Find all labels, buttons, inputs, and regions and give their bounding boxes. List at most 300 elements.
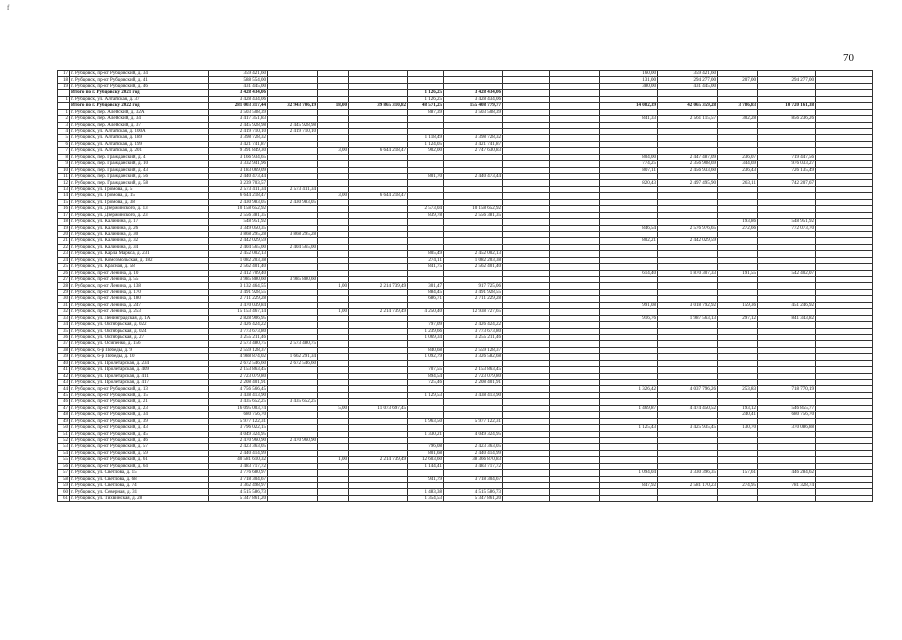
value-cell: 2 153 863,45 bbox=[209, 367, 268, 373]
value-cell: 5 977 122,31 bbox=[444, 418, 503, 424]
address-cell: г. Рубцовск, ул. Дзержинского, д. 13 bbox=[70, 206, 209, 212]
value-cell: 820,43 bbox=[600, 180, 658, 186]
value-cell: 301,47 bbox=[408, 283, 444, 289]
address-cell: Итого по г. Рубцовску 2022 год bbox=[70, 103, 209, 109]
address-cell: г. Рубцовск, пр-кт Ленина, д. 247 bbox=[70, 302, 209, 308]
value-cell: 991,08 bbox=[600, 302, 658, 308]
row-number-cell: 17 bbox=[58, 212, 70, 218]
value-cell: 380,00 bbox=[600, 83, 658, 89]
value-cell: 2 559 128,37 bbox=[209, 347, 268, 353]
value-cell: 431 445,00 bbox=[658, 83, 718, 89]
row-number-cell: 10 bbox=[58, 167, 70, 173]
value-cell: 807,11 bbox=[600, 167, 658, 173]
address-cell: г. Рубцовск, б-р Победы, д. 10 bbox=[70, 354, 209, 360]
value-cell: 344,69 bbox=[718, 161, 758, 167]
value-cell: 726 135,49 bbox=[758, 167, 816, 173]
row-number-cell: 19 bbox=[58, 83, 70, 89]
address-cell: г. Рубцовск, пр-кт Ленина, д. 170 bbox=[70, 289, 209, 295]
row-number-cell: 14 bbox=[58, 193, 70, 199]
address-cell: г. Рубцовск, ул. Дзержинского, д. 23 bbox=[70, 212, 209, 218]
value-cell: 774,25 bbox=[600, 161, 658, 167]
value-cell: 2 470 960,90 bbox=[268, 437, 318, 443]
value-cell: 2 430 983,05 bbox=[268, 199, 318, 205]
value-cell: 2 426 424,22 bbox=[209, 322, 268, 328]
value-cell bbox=[349, 495, 408, 501]
row-number-cell: 45 bbox=[58, 392, 70, 398]
address-cell: г. Рубцовск, ул. Калинина, д. 32 bbox=[70, 238, 209, 244]
row-number-cell: 22 bbox=[58, 244, 70, 250]
value-cell: 846,54 bbox=[600, 225, 658, 231]
value-cell: 1 082 203,38 bbox=[209, 257, 268, 263]
value-cell: 2 562 401,40 bbox=[209, 264, 268, 270]
value-cell: 10 158 652,92 bbox=[209, 206, 268, 212]
value-cell: 3 421 741,87 bbox=[444, 141, 503, 147]
value-cell: 1,00 bbox=[318, 283, 349, 289]
row-number-cell: 59 bbox=[58, 483, 70, 489]
address-cell: г. Рубцовск, пр-кт Рубцовский, д. 15 bbox=[70, 392, 209, 398]
value-cell: 1,00 bbox=[318, 309, 349, 315]
value-cell: 1 483,38 bbox=[408, 489, 444, 495]
address-cell: г. Рубцовск, ул. Северная, д. 31 bbox=[70, 489, 209, 495]
value-cell: 2 470 960,90 bbox=[209, 437, 268, 443]
value-cell: 3 483 717,72 bbox=[444, 463, 503, 469]
address-cell: г. Рубцовск, пр-кт Рубцовский, д. 13 bbox=[70, 386, 209, 392]
address-cell: г. Рубцовск, пер. Алейский, д. 37 bbox=[70, 122, 209, 128]
value-cell: 2 672 546,60 bbox=[209, 360, 268, 366]
row-number-cell: 56 bbox=[58, 463, 70, 469]
value-cell: 2 419 710,10 bbox=[268, 128, 318, 134]
row-number-cell: 9 bbox=[58, 161, 70, 167]
address-cell: г. Рубцовск, ул. Светлова, д. 15 bbox=[70, 470, 209, 476]
address-cell: г. Рубцовск, б-р Победы, д. 9 bbox=[70, 347, 209, 353]
value-cell: 2 419 710,10 bbox=[209, 128, 268, 134]
value-cell: 2 208 401,91 bbox=[444, 380, 503, 386]
row-number-cell: 6 bbox=[58, 141, 70, 147]
row-number-cell: 25 bbox=[58, 264, 70, 270]
value-cell: 1 069,34 bbox=[408, 334, 444, 340]
address-cell: г. Рубцовск, ул. Красная, д. 58 bbox=[70, 264, 209, 270]
value-cell: 3 428 434,06 bbox=[209, 96, 268, 102]
row-number-cell: 23 bbox=[58, 251, 70, 257]
value-cell: 546 855,77 bbox=[758, 405, 816, 411]
value-cell: 240,41 bbox=[718, 412, 758, 418]
value-cell: 3 018 792,92 bbox=[658, 302, 718, 308]
row-number-cell: 16 bbox=[58, 206, 70, 212]
value-cell: 207,00 bbox=[718, 77, 758, 83]
value-cell: 3 349 050,35 bbox=[209, 225, 268, 231]
address-cell: г. Рубцовск, пер. Гражданский, д. 58 bbox=[70, 180, 209, 186]
value-cell: 2 442 029,59 bbox=[658, 238, 718, 244]
value-cell: 3 491 928,55 bbox=[444, 289, 503, 295]
value-cell: 542 402,07 bbox=[758, 270, 816, 276]
value-cell: 2 412 709,40 bbox=[209, 270, 268, 276]
value-cell: 2 430 983,05 bbox=[209, 199, 268, 205]
value-cell: 840,68 bbox=[408, 347, 444, 353]
value-cell: 42 065 359,28 bbox=[658, 103, 718, 109]
value-cell: 1,00 bbox=[318, 457, 349, 463]
value-cell: 3 166 934,65 bbox=[209, 154, 268, 160]
value-cell: 2 404 565,00 bbox=[268, 244, 318, 250]
row-number-cell: 38 bbox=[58, 347, 70, 353]
value-cell: 805,49 bbox=[408, 251, 444, 257]
address-cell: г. Рубцовск, пр-кт Рубцовский, д. 39 bbox=[70, 418, 209, 424]
value-cell: 2 747 630,83 bbox=[444, 148, 503, 154]
value-cell: 3 503 508,39 bbox=[209, 109, 268, 115]
address-cell: г. Рубцовск, ул. Громова, д. 38 bbox=[70, 199, 209, 205]
value-cell: 3 718 304,67 bbox=[209, 476, 268, 482]
row-number-cell: 11 bbox=[58, 174, 70, 180]
value-cell: 281 003 317,44 bbox=[209, 103, 268, 109]
value-cell: 294 277,00 bbox=[758, 77, 816, 83]
value-cell: 4 049 324,95 bbox=[444, 431, 503, 437]
address-cell: г. Рубцовск, ул. Пролетарская, д. 234 bbox=[70, 360, 209, 366]
value-cell: 297,12 bbox=[718, 315, 758, 321]
value-cell: 193,12 bbox=[718, 405, 758, 411]
address-cell: г. Рубцовск, ул. Карла Маркса, д. 231 bbox=[70, 251, 209, 257]
value-cell: 3 421 741,87 bbox=[209, 141, 268, 147]
value-cell: 2 214 739,49 bbox=[349, 457, 408, 463]
address-cell: г. Рубцовск, пр-кт Рубцовский, д. 61 bbox=[70, 457, 209, 463]
value-cell: 193,86 bbox=[718, 219, 758, 225]
row-number-cell: 60 bbox=[58, 489, 70, 495]
value-cell: 160,00 bbox=[600, 71, 658, 77]
row-number-cell: 41 bbox=[58, 367, 70, 373]
value-cell: 2 214 739,49 bbox=[349, 309, 408, 315]
value-cell: 40 581 610,32 bbox=[209, 457, 268, 463]
row-number-cell: 42 bbox=[58, 373, 70, 379]
address-cell: г. Рубцовск, пр-кт Рубцовский, д. 64 bbox=[70, 463, 209, 469]
row-number-cell: 55 bbox=[58, 457, 70, 463]
value-cell: 614,40 bbox=[600, 270, 658, 276]
value-cell: 3 786,83 bbox=[718, 103, 758, 109]
value-cell: 2 214 739,49 bbox=[349, 283, 408, 289]
value-cell: 2 404 565,00 bbox=[209, 244, 268, 250]
address-cell: г. Рубцовск, пр-кт Ленина, д. 180 bbox=[70, 296, 209, 302]
row-number-cell: 51 bbox=[58, 431, 70, 437]
value-cell: 884,45 bbox=[408, 289, 444, 295]
address-cell: г. Рубцовск, ул. Алтайская, д. 199 bbox=[70, 141, 209, 147]
value-cell: 887,39 bbox=[408, 109, 444, 115]
address-cell: г. Рубцовск, ул. Тихвинская, д. 28 bbox=[70, 495, 209, 501]
value-cell: 3 435 652,25 bbox=[209, 399, 268, 405]
value-cell: 451 246,92 bbox=[758, 302, 816, 308]
row-number-cell: 31 bbox=[58, 302, 70, 308]
value-cell: 294 277,00 bbox=[658, 77, 718, 83]
value-cell: 2 456 933,60 bbox=[658, 167, 718, 173]
value-cell: 3 428 434,06 bbox=[444, 96, 503, 102]
value-cell: 12 603,60 bbox=[408, 457, 444, 463]
value-cell: 253,83 bbox=[718, 386, 758, 392]
value-cell: 801,70 bbox=[408, 174, 444, 180]
row-number-cell: 1 bbox=[58, 109, 70, 115]
address-cell: г. Рубцовск, ул. Калинина, д. 30 bbox=[70, 231, 209, 237]
address-cell: г. Рубцовск, пер. Гражданский, д. 43 bbox=[70, 167, 209, 173]
address-cell: г. Рубцовск, пер. Гражданский, д. 10 bbox=[70, 161, 209, 167]
value-cell: 370 086,88 bbox=[758, 425, 816, 431]
value-cell: 3 985 880,60 bbox=[268, 277, 318, 283]
value-cell: 4 756 566,45 bbox=[209, 386, 268, 392]
value-cell: 2 723 079,80 bbox=[209, 373, 268, 379]
value-cell: 5,00 bbox=[318, 405, 349, 411]
value-cell: 2 356 908,69 bbox=[658, 161, 718, 167]
row-number-cell: 12 bbox=[58, 180, 70, 186]
value-cell: 5 347 861,20 bbox=[444, 495, 503, 501]
value-cell: 2 447 487,09 bbox=[658, 154, 718, 160]
value-cell: 2 723 079,80 bbox=[444, 373, 503, 379]
value-cell: 588 554,00 bbox=[209, 77, 268, 83]
row-number-cell: 28 bbox=[58, 283, 70, 289]
value-cell: 1 330,21 bbox=[408, 431, 444, 437]
address-cell: г. Рубцовск, пр-кт Рубцовский, д. 23 bbox=[70, 405, 209, 411]
value-cell: 3 435 652,25 bbox=[268, 399, 318, 405]
row-number-cell: 7 bbox=[58, 148, 70, 154]
value-cell: 1 326,42 bbox=[600, 386, 658, 392]
value-cell: 3 438 413,90 bbox=[209, 392, 268, 398]
value-cell: 4 515 586,73 bbox=[444, 489, 503, 495]
value-cell: 3 868 295,28 bbox=[209, 231, 268, 237]
address-cell: г. Рубцовск, пр-кт Рубцовский, д. 45 bbox=[70, 431, 209, 437]
address-cell: г. Рубцовск, пр-кт Рубцовский, д. 43 bbox=[70, 425, 209, 431]
address-cell: г. Рубцовск, ул. Октябрьская, д. 27 bbox=[70, 334, 209, 340]
value-cell: 719 447,56 bbox=[758, 154, 816, 160]
value-cell: 2 440 414,99 bbox=[209, 450, 268, 456]
row-number-cell: 8 bbox=[58, 154, 70, 160]
value-cell: 2 423 363,05 bbox=[444, 444, 503, 450]
value-cell: 4 037 796,26 bbox=[658, 386, 718, 392]
value-cell: 2 426 424,22 bbox=[444, 322, 503, 328]
address-cell: г. Рубцовск, пр-кт Рубцовский, д. 34 bbox=[70, 412, 209, 418]
value-cell: 2 556 381,35 bbox=[444, 212, 503, 218]
row-number-cell: 39 bbox=[58, 354, 70, 360]
address-cell: г. Рубцовск, ул. Светлова, д. 68 bbox=[70, 476, 209, 482]
value-cell: 2 423 363,05 bbox=[209, 444, 268, 450]
address-cell: г. Рубцовск, пр-кт Рубцовский, д. 59 bbox=[70, 450, 209, 456]
row-number-cell: 18 bbox=[58, 219, 70, 225]
value-cell: 686,71 bbox=[408, 296, 444, 302]
row-number-cell: 33 bbox=[58, 315, 70, 321]
value-cell: 2 561 115,57 bbox=[658, 116, 718, 122]
value-cell: 4 988 874,02 bbox=[209, 354, 268, 360]
value-cell: 1 124,05 bbox=[408, 141, 444, 147]
value-cell: 2 440 473,44 bbox=[209, 174, 268, 180]
value-cell: 2 828 906,95 bbox=[209, 315, 268, 321]
row-number-cell: 18 bbox=[58, 77, 70, 83]
value-cell: 1 870 307,33 bbox=[658, 270, 718, 276]
value-cell: 1 092,79 bbox=[408, 354, 444, 360]
value-cell: 10 720 161,38 bbox=[758, 103, 816, 109]
value-cell: 548 951,92 bbox=[209, 219, 268, 225]
row-number-cell: 47 bbox=[58, 405, 70, 411]
row-number-cell: 40 bbox=[58, 360, 70, 366]
row-number-cell: 52 bbox=[58, 437, 70, 443]
row-number-cell: 43 bbox=[58, 380, 70, 386]
value-cell: 16 095 003,74 bbox=[209, 405, 268, 411]
row-number-cell: 24 bbox=[58, 257, 70, 263]
value-cell: 3 183 069,09 bbox=[209, 167, 268, 173]
value-cell bbox=[503, 495, 550, 501]
value-cell: 272,66 bbox=[718, 225, 758, 231]
address-cell: г. Рубцовск, ул. Громова, д. 15 bbox=[70, 193, 209, 199]
value-cell bbox=[758, 495, 816, 501]
row-number-cell: 35 bbox=[58, 328, 70, 334]
value-cell: 2 452 002,13 bbox=[444, 251, 503, 257]
value-cell: 2 573 480,75 bbox=[268, 341, 318, 347]
value-cell: 5 977 122,31 bbox=[209, 418, 268, 424]
address-cell: Итого по г. Рубцовску 2021 год bbox=[70, 90, 209, 96]
row-number-cell: 61 bbox=[58, 495, 70, 501]
address-cell: г. Рубцовск, ул. Алтайская, д. 189 bbox=[70, 135, 209, 141]
value-cell: 3 503 508,39 bbox=[444, 109, 503, 115]
row-number-cell: 37 bbox=[58, 341, 70, 347]
value-cell: 742 207,67 bbox=[758, 180, 816, 186]
value-cell: 3 776 680,97 bbox=[209, 470, 268, 476]
row-number-cell: 36 bbox=[58, 334, 70, 340]
value-cell: 680 756,70 bbox=[758, 412, 816, 418]
address-cell: г. Рубцовск, ул. Октябрьская, д. 024 bbox=[70, 328, 209, 334]
value-cell: 6 644 218,47 bbox=[349, 148, 408, 154]
value-cell: 6 644 218,47 bbox=[209, 193, 268, 199]
value-cell: 9 391 849,30 bbox=[209, 148, 268, 154]
value-cell: 3 491 928,55 bbox=[209, 289, 268, 295]
value-cell: 3 868 295,28 bbox=[268, 231, 318, 237]
value-cell: 3 425 935,45 bbox=[658, 425, 718, 431]
value-cell: 3 398 728,32 bbox=[209, 135, 268, 141]
value-cell: 39 865 310,82 bbox=[349, 103, 408, 109]
value-cell: 797,09 bbox=[408, 322, 444, 328]
value-cell: 2 440 473,44 bbox=[444, 174, 503, 180]
row-number-cell: 29 bbox=[58, 289, 70, 295]
row-number-cell: 50 bbox=[58, 425, 70, 431]
value-cell: 4 474 450,52 bbox=[658, 405, 718, 411]
address-cell: г. Рубцовск, ул. Осипенко, д. 156 bbox=[70, 341, 209, 347]
value-cell: 856 236,26 bbox=[758, 116, 816, 122]
value-cell: 917 725,06 bbox=[444, 283, 503, 289]
value-cell: 725,46 bbox=[408, 380, 444, 386]
value-cell: 3 255 211,46 bbox=[444, 334, 503, 340]
row-number-cell: 13 bbox=[58, 186, 70, 192]
row-number-cell: 46 bbox=[58, 399, 70, 405]
address-cell: г. Рубцовск, ул. Алтайская, д. 100А bbox=[70, 128, 209, 134]
row-number-cell: 58 bbox=[58, 476, 70, 482]
value-cell: 804,00 bbox=[600, 154, 658, 160]
value-cell: 3 330 396,35 bbox=[658, 470, 718, 476]
value-cell: 2 581 170,23 bbox=[658, 483, 718, 489]
value-cell: 3 398 728,32 bbox=[444, 135, 503, 141]
value-cell: 5 347 861,20 bbox=[209, 495, 268, 501]
value-cell: 718 770,19 bbox=[758, 386, 816, 392]
value-cell: 3 483 717,72 bbox=[209, 463, 268, 469]
value-cell: 941,79 bbox=[408, 476, 444, 482]
corner-mark: f bbox=[7, 4, 10, 12]
value-cell: 3 773 673,80 bbox=[209, 328, 268, 334]
value-cell: 3 417 351,83 bbox=[209, 116, 268, 122]
value-cell: 3 326 582,68 bbox=[444, 354, 503, 360]
value-cell: 894,54 bbox=[408, 373, 444, 379]
value-cell: 1 129,53 bbox=[408, 392, 444, 398]
value-cell: 707,55 bbox=[408, 367, 444, 373]
value-cell: 130,70 bbox=[718, 425, 758, 431]
value-cell: 11 073 697,45 bbox=[349, 405, 408, 411]
value-cell: 3 332 941,96 bbox=[209, 161, 268, 167]
value-cell: 38 366 870,83 bbox=[444, 457, 503, 463]
value-cell: 1 354,53 bbox=[408, 495, 444, 501]
value-cell: 1 239,66 bbox=[408, 328, 444, 334]
value-cell: 2 452 002,13 bbox=[209, 251, 268, 257]
value-cell: 1 144,41 bbox=[408, 463, 444, 469]
value-cell: 3 255 211,46 bbox=[209, 334, 268, 340]
value-cell: 4 049 324,95 bbox=[209, 431, 268, 437]
value-cell: 902,00 bbox=[408, 148, 444, 154]
value-cell: 680 756,70 bbox=[209, 412, 268, 418]
row-number-cell: 34 bbox=[58, 322, 70, 328]
value-cell: 548 951,92 bbox=[758, 219, 816, 225]
value-cell: 2 573 411,34 bbox=[209, 186, 268, 192]
value-cell: 3 428 434,06 bbox=[444, 90, 503, 96]
row-number-cell: 26 bbox=[58, 270, 70, 276]
value-cell: 3 470 039,84 bbox=[209, 302, 268, 308]
value-cell: 32 943 706,19 bbox=[268, 103, 318, 109]
value-cell: 4 250,40 bbox=[408, 309, 444, 315]
address-cell: г. Рубцовск, ул. Алтайская, д. 37 bbox=[70, 96, 209, 102]
value-cell: 3,00 bbox=[318, 193, 349, 199]
row-number-cell: 30 bbox=[58, 296, 70, 302]
row-number-cell: 19 bbox=[58, 225, 70, 231]
row-number-cell: 32 bbox=[58, 309, 70, 315]
data-table bbox=[57, 70, 873, 502]
value-cell bbox=[816, 495, 873, 501]
value-cell: 841 343,82 bbox=[758, 315, 816, 321]
value-cell: 1 125,43 bbox=[600, 425, 658, 431]
row-number-cell: 44 bbox=[58, 386, 70, 392]
value-cell: 2 153 863,45 bbox=[444, 367, 503, 373]
value-cell bbox=[318, 495, 349, 501]
value-cell: 1 987 563,13 bbox=[658, 315, 718, 321]
value-cell: 3 438 413,90 bbox=[444, 392, 503, 398]
address-cell: г. Рубцовск, пер. Алейский, д. 32А bbox=[70, 109, 209, 115]
value-cell: 6 644 218,47 bbox=[349, 193, 408, 199]
value-cell: 2 442 029,59 bbox=[209, 238, 268, 244]
row-number-cell: 27 bbox=[58, 277, 70, 283]
value-cell: 1 963,50 bbox=[408, 418, 444, 424]
value-cell: 48 571,25 bbox=[408, 103, 444, 109]
address-cell: г. Рубцовск, пр-кт Рубцовский, д. 41 bbox=[70, 77, 209, 83]
value-cell: 446 284,62 bbox=[758, 470, 816, 476]
value-cell: 191,55 bbox=[718, 270, 758, 276]
value-cell: 3,00 bbox=[318, 148, 349, 154]
value-cell: 2 445 928,98 bbox=[268, 122, 318, 128]
value-cell: 841,33 bbox=[600, 116, 658, 122]
value-cell: 2 672 546,60 bbox=[268, 360, 318, 366]
value-cell: 18,00 bbox=[318, 103, 349, 109]
value-cell: 431 445,00 bbox=[209, 83, 268, 89]
value-cell: 2 573 480,75 bbox=[209, 341, 268, 347]
row-number-cell: 2 bbox=[58, 116, 70, 122]
address-cell: г. Рубцовск, пер. Алейский, д. 34 bbox=[70, 116, 209, 122]
value-cell: 155 408 779,77 bbox=[444, 103, 503, 109]
value-cell: 12 938 727,65 bbox=[444, 309, 503, 315]
value-cell: 801,68 bbox=[408, 450, 444, 456]
value-cell: 14 082,39 bbox=[600, 103, 658, 109]
value-cell: 1 662 291,34 bbox=[268, 354, 318, 360]
address-cell: г. Рубцовск, пр-кт Ленина, д. 138 bbox=[70, 283, 209, 289]
row-number-cell: 5 bbox=[58, 135, 70, 141]
address-cell: г. Рубцовск, пр-кт Рубцовский, д. 34 bbox=[70, 71, 209, 77]
value-cell: 2 556 381,35 bbox=[209, 212, 268, 218]
address-cell: г. Рубцовск, ул. Ленинградская, д. 1А bbox=[70, 315, 209, 321]
value-cell: 2 445 928,98 bbox=[209, 122, 268, 128]
value-cell: 976 033,27 bbox=[758, 161, 816, 167]
address-cell: г. Рубцовск, ул. Пролетарская, д. 417 bbox=[70, 380, 209, 386]
